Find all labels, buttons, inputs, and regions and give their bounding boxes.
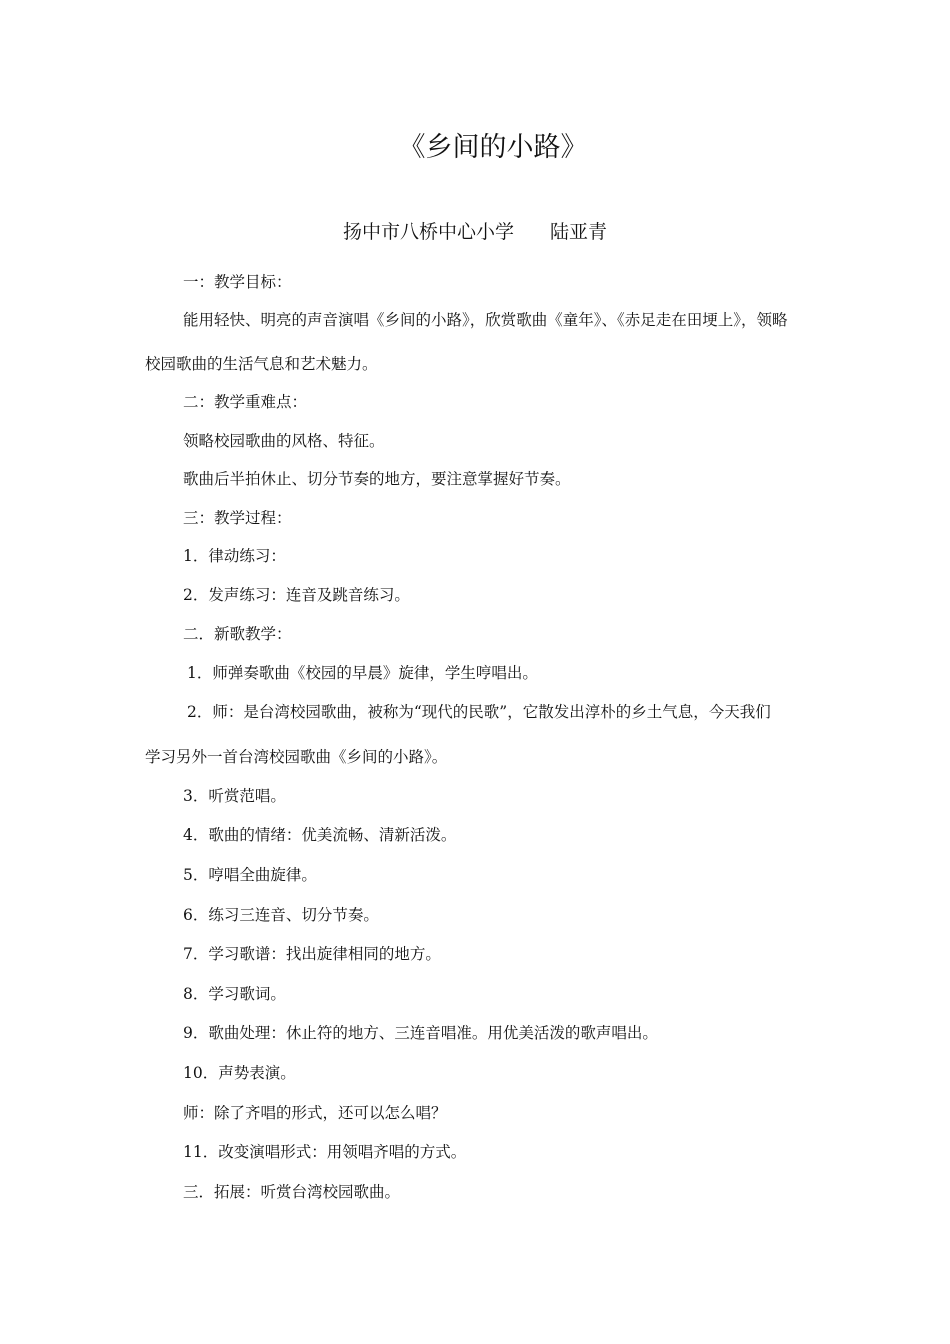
section-heading-key-points: 二：教学重难点： (183, 393, 308, 411)
new-song-item: 5．哼唱全曲旋律。 (183, 866, 317, 884)
new-song-item: 7．学习歌谱：找出旋律相同的地方。 (183, 945, 441, 963)
new-song-item: 2．师：是台湾校园歌曲，被称为“现代的民歌”，它散发出淳朴的乡土气息，今天我们 (187, 703, 771, 721)
objectives-text: 能用轻快、明亮的声音演唱《乡间的小路》，欣赏歌曲《童年》、《赤足走在田埂上》，领略 (183, 311, 788, 329)
document-title: 《乡间的小路》 (398, 132, 588, 163)
new-song-item-continued: 学习另外一首台湾校园歌曲《乡间的小路》。 (145, 748, 448, 766)
school-name: 扬中市八桥中心小学 (342, 221, 514, 243)
new-song-item: 11．改变演唱形式：用领唱齐唱的方式。 (183, 1143, 467, 1161)
objectives-text-continued: 校园歌曲的生活气息和艺术魅力。 (145, 355, 378, 373)
new-song-item: 3．听赏范唱。 (183, 787, 286, 805)
new-song-item: 8．学习歌词。 (183, 985, 286, 1003)
new-song-item: 9．歌曲处理：休止符的地方、三连音唱准。用优美活泼的歌声唱出。 (183, 1024, 658, 1042)
key-point-item: 歌曲后半拍休止、切分节奏的地方，要注意掌握好节奏。 (183, 470, 571, 488)
process-item: 1．律动练习： (183, 547, 286, 565)
key-point-item: 领略校园歌曲的风格、特征。 (183, 432, 385, 450)
author-line (0, 218, 950, 246)
new-song-item: 6．练习三连音、切分节奏。 (183, 906, 379, 924)
author-name: 陆亚青 (550, 221, 608, 243)
section-heading-process: 三：教学过程： (183, 509, 292, 527)
new-song-item: 1．师弹奏歌曲《校园的早晨》旋律，学生哼唱出。 (187, 664, 538, 682)
section-heading-new-song: 二．新歌教学： (183, 625, 292, 643)
section-heading-extension: 三．拓展：听赏台湾校园歌曲。 (183, 1183, 401, 1201)
teacher-question: 师：除了齐唱的形式，还可以怎么唱？ (183, 1104, 447, 1122)
process-item: 2．发声练习：连音及跳音练习。 (183, 586, 410, 604)
new-song-item: 4．歌曲的情绪：优美流畅、清新活泼。 (183, 826, 457, 844)
new-song-item: 10．声势表演。 (183, 1064, 296, 1082)
section-heading-objectives: 一：教学目标： (183, 273, 292, 291)
